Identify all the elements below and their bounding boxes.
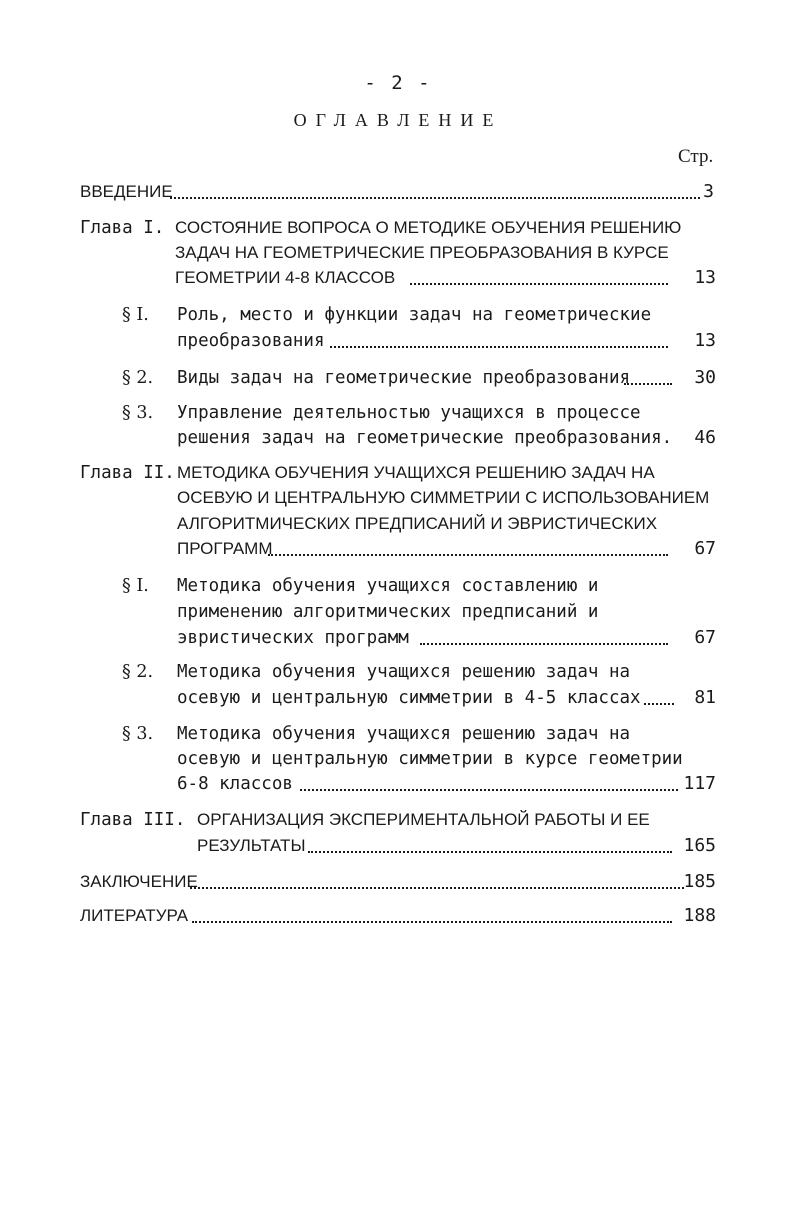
page-number: - 2 -: [364, 72, 432, 94]
dot-leader: [190, 863, 684, 889]
chapter-label: Глава I.: [80, 218, 165, 238]
section-mark: § 2.: [122, 662, 154, 682]
toc-page-number: 188: [683, 905, 716, 926]
chapter-title-line: МЕТОДИКА ОБУЧЕНИЯ УЧАЩИХСЯ РЕШЕНИЮ ЗАДАЧ НА: [177, 463, 655, 482]
section-title-line: Методика обучения учащихся составлению и: [177, 576, 599, 596]
chapter-title-line: ОСЕВУЮ И ЦЕНТРАЛЬНУЮ СИММЕТРИИ С ИСПОЛЬЗОВАНИЕМ: [177, 488, 710, 507]
toc-page-number: 13: [694, 267, 716, 288]
toc-page-number: 67: [694, 538, 716, 559]
section-title-line: Методика обучения учащихся решению задач на: [177, 724, 631, 744]
toc-page-number: 30: [694, 367, 716, 388]
chapter-label: Глава II.: [80, 463, 175, 483]
chapter-label: Глава III.: [80, 810, 186, 830]
chapter-title-line: СОСТОЯНИЕ ВОПРОСА О МЕТОДИКЕ ОБУЧЕНИЯ РЕШЕНИЮ: [175, 218, 682, 237]
section-mark: § 3.: [122, 724, 154, 744]
page-title: ОГЛАВЛЕНИЕ: [293, 110, 503, 130]
dot-leader: [300, 765, 678, 791]
section-mark: § I.: [122, 576, 149, 596]
section-title-line: осевую и центральную симметрии в курсе геометрии: [177, 749, 683, 769]
toc-page-number: 185: [683, 871, 716, 892]
chapter-title-line: АЛГОРИТМИЧЕСКИХ ПРЕДПИСАНИЙ И ЭВРИСТИЧЕСКИХ: [177, 514, 658, 533]
section-title-line: решения задач на геометрические преобразования.: [177, 428, 673, 448]
dot-leader: [624, 359, 672, 385]
dot-leader: [308, 827, 672, 853]
section-mark: § 2.: [122, 368, 154, 388]
section-title-line: Управление деятельностью учащихся в процессе: [177, 403, 641, 423]
toc-page-number: 165: [683, 835, 716, 856]
toc-page-number: 117: [683, 773, 716, 794]
toc-page-number: 81: [694, 687, 716, 708]
dot-leader: [644, 679, 674, 705]
toc-page-number: 67: [694, 627, 716, 648]
pages-column-header: Стр.: [678, 146, 714, 167]
chapter-title-line: РЕЗУЛЬТАТЫ: [197, 836, 306, 855]
toc-page-number: 13: [694, 330, 716, 351]
chapter-title-line: ПРОГРАММ: [177, 539, 273, 558]
dot-leader: [268, 530, 668, 556]
toc-entry-title: ВВЕДЕНИЕ: [80, 182, 173, 201]
chapter-title-line: ЗАДАЧ НА ГЕОМЕТРИЧЕСКИЕ ПРЕОБРАЗОВАНИЯ В КУРСЕ: [175, 243, 669, 262]
dot-leader: [170, 173, 700, 199]
chapter-title-line: ОРГАНИЗАЦИЯ ЭКСПЕРИМЕНТАЛЬНОЙ РАБОТЫ И ЕЕ: [197, 810, 650, 829]
dot-leader: [420, 619, 668, 645]
toc-entry-title: ЗАКЛЮЧЕНИЕ: [80, 872, 198, 891]
dot-leader: [410, 259, 668, 285]
toc-page-number: 46: [694, 427, 716, 448]
section-title-line: Методика обучения учащихся решению задач на: [177, 662, 631, 682]
section-mark: § I.: [122, 305, 149, 325]
toc-page-number: 3: [703, 181, 714, 202]
section-title-line: осевую и центральную симметрии в 4-5 классах: [177, 688, 641, 708]
section-title-line: Роль, место и функции задач на геометрические: [177, 305, 652, 325]
section-mark: § 3.: [122, 403, 154, 423]
section-title-line: Виды задач на геометрические преобразования: [177, 368, 631, 388]
dot-leader: [330, 322, 668, 348]
chapter-title-line: ГЕОМЕТРИИ 4-8 КЛАССОВ: [175, 268, 396, 287]
section-title-line: применению алгоритмических предписаний и: [177, 602, 599, 622]
toc-entry-title: ЛИТЕРАТУРА: [80, 906, 189, 925]
section-title-line: эвристических программ: [177, 628, 409, 648]
section-title-line: 6-8 классов: [177, 774, 293, 794]
dot-leader: [192, 897, 672, 923]
section-title-line: преобразования: [177, 331, 325, 351]
